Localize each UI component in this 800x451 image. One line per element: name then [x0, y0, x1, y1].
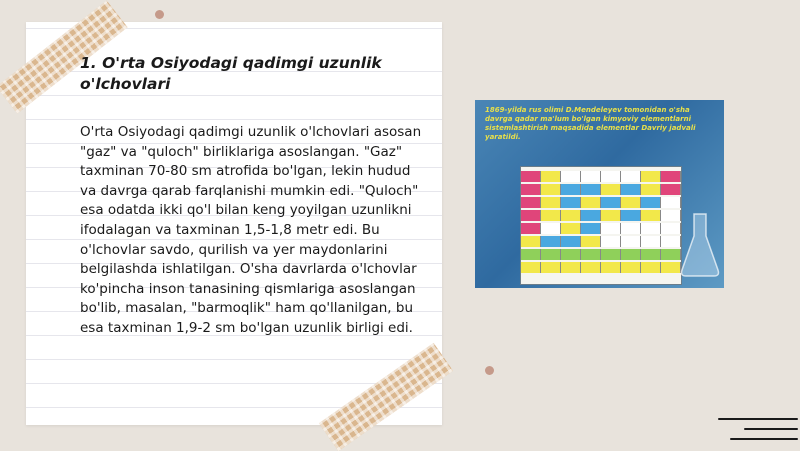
ptable-row [521, 184, 681, 195]
ptable-row [521, 223, 681, 234]
body-paragraph: O'rta Osiyodagi qadimgi uzunlik o'lchovlari asosan "gaz" va "quloch" birliklariga asoslangan. "Gaz" taxminan 70-80 sm atrofida bo'lgan, lekin hudud va davrga qarab farqlanishi mumkin edi. "Quloch" esa odatda ikki qo'l bilan keng yoyilgan uzunlikni ifodalagan va taxminan 1,5-1,8 metr edi. Bu o'lchovlar savdo, qurilish va yer maydonlarini belgilashda ishlatilgan. O'sha davrlarda o'lchovlar ko'pincha inson tanasining qismlariga asoslangan bo'lib, masalan, "barmoqlik" ham qo'llanilgan, bu esa taxminan 1,9-2 sm bo'lgan uzunlik birligi edi. [80, 124, 422, 336]
periodic-table [520, 166, 682, 285]
ptable-row [521, 236, 681, 247]
ptable-row [521, 249, 681, 260]
ptable-row [521, 197, 681, 208]
page-title: 1. O'rta Osiyodagi qadimgi uzunlik o'lchovlari [80, 54, 382, 93]
decorative-lines [680, 406, 800, 446]
pin-bottom [485, 366, 494, 375]
slide-caption: 1869-yilda rus olimi D.Mendeleyev tomonidan o'sha davrga qadar ma'lum bo'lgan kimyoviy elementlarni sistemlashtirish maqsadida elementlar Davriy jadvali yaratildi. [485, 106, 696, 141]
flask-icon [680, 210, 720, 280]
pin-top [155, 10, 164, 19]
ptable-row [521, 210, 681, 221]
periodic-table-slide-image [475, 100, 724, 288]
ptable-row [521, 262, 681, 273]
ptable-row [521, 171, 681, 182]
